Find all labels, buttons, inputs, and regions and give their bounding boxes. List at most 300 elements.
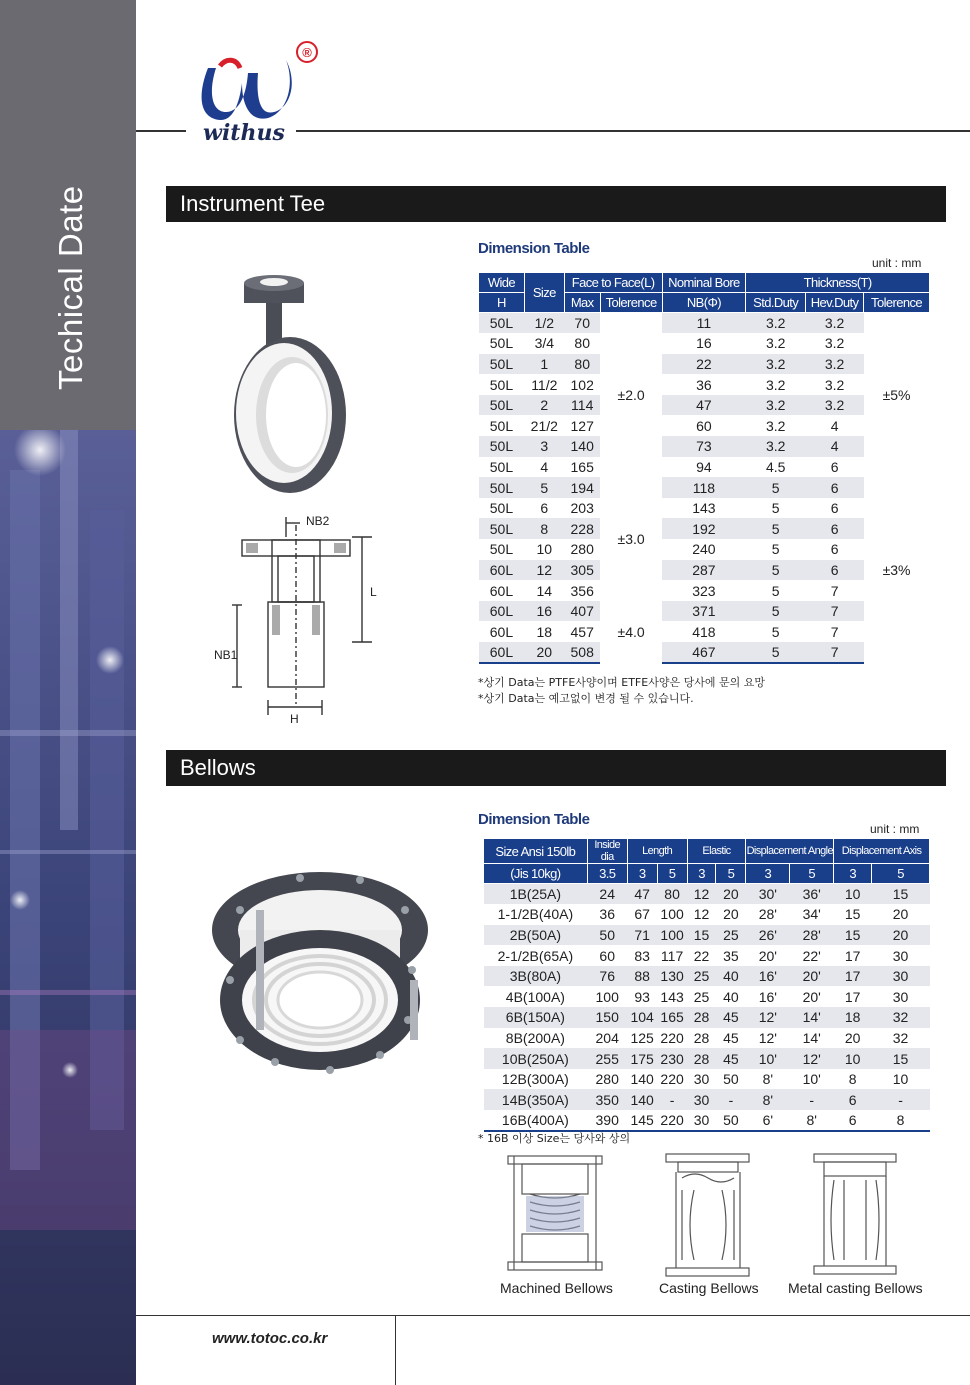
instrument-tee-image [226,275,346,495]
cell-length-5: 220 [657,1028,687,1049]
cell-length-5: 130 [657,966,687,987]
cell-size: 3/4 [524,333,564,354]
cell-axis-3: 15 [834,904,872,925]
cell-size: 6 [524,498,564,519]
cell-axis-3: 17 [834,986,872,1007]
cell-elastic-5: 50 [716,1069,746,1090]
cell-bore: 287 [662,560,746,581]
cell-hev: 6 [806,539,864,560]
cell-wide: 50L [479,457,525,478]
cell-elastic-3: 30 [687,1110,716,1131]
cell-size: 18 [524,621,564,642]
cell-axis-3: 15 [834,925,872,946]
cell-inside: 76 [587,966,627,987]
cell-std: 5 [746,601,806,622]
cell-std: 3.2 [746,395,806,416]
cell-inside: 24 [587,884,627,905]
table-row [484,1048,930,1069]
cell-length-5: 143 [657,986,687,1007]
cell-wide: 50L [479,313,525,334]
cell-max: 165 [564,457,600,478]
cell-inside: 100 [587,986,627,1007]
cell-length-5: 220 [657,1110,687,1131]
cell-size: 8 [524,518,564,539]
th-b-length-5: 5 [657,864,687,884]
cell-angle-3: 16' [746,986,790,1007]
cell-std: 4.5 [746,457,806,478]
cell-std: 5 [746,642,806,663]
cell-hev: 4 [806,436,864,457]
cell-axis-5: 15 [872,1048,930,1069]
cell-bore: 94 [662,457,746,478]
cell-size: 2B(50A) [484,925,588,946]
cell-size: 14B(350A) [484,1089,588,1110]
cell-length-5: 117 [657,945,687,966]
machined-bellows-drawing [500,1152,610,1277]
cell-angle-5: 14' [790,1007,834,1028]
cell-angle-3: 20' [746,945,790,966]
cell-axis-5: 32 [872,1007,930,1028]
cell-hev: 3.2 [806,313,864,334]
cell-wide: 60L [479,580,525,601]
cell-length-5: 230 [657,1048,687,1069]
cell-std: 5 [746,621,806,642]
cell-elastic-5: - [716,1089,746,1110]
cell-inside: 350 [587,1089,627,1110]
cell-max: 457 [564,621,600,642]
header-rule-right [296,130,970,132]
cell-size: 16B(400A) [484,1110,588,1131]
bellows-table-title: Dimension Table [478,811,590,828]
cell-inside: 60 [587,945,627,966]
cell-elastic-3: 15 [687,925,716,946]
cell-axis-5: 30 [872,966,930,987]
bellows-note: * 16B 이상 Size는 당사와 상의 [478,1132,631,1145]
cell-max: 305 [564,560,600,581]
cell-hev: 7 [806,621,864,642]
bellows-dimension-table [483,838,930,1132]
cell-length-3: 140 [627,1089,657,1110]
caption-machined-bellows: Machined Bellows [500,1280,613,1296]
cell-axis-3: 6 [834,1110,872,1131]
cell-angle-5: 36' [790,884,834,905]
cell-size: 2-1/2B(65A) [484,945,588,966]
cell-axis-5: 8 [872,1110,930,1131]
table-row [479,642,930,663]
cell-wide: 50L [479,354,525,375]
table-row [479,601,930,622]
cell-size: 3 [524,436,564,457]
cell-axis-3: 8 [834,1069,872,1090]
tee-table-title: Dimension Table [478,240,590,257]
cell-size: 4B(100A) [484,986,588,1007]
cell-max: 407 [564,601,600,622]
cell-size: 12 [524,560,564,581]
cell-wide: 60L [479,621,525,642]
cell-length-5: 220 [657,1069,687,1090]
cell-inside: 204 [587,1028,627,1049]
sidebar [0,0,136,1385]
cell-wide: 50L [479,498,525,519]
cell-size: 20 [524,642,564,663]
cell-face-tolerance: ±2.0 [600,313,662,478]
cell-length-3: 83 [627,945,657,966]
cell-axis-5: 10 [872,1069,930,1090]
cell-hev: 3.2 [806,354,864,375]
table-row [479,395,930,416]
cell-max: 127 [564,415,600,436]
cell-wide: 60L [479,560,525,581]
cell-elastic-3: 22 [687,945,716,966]
cell-wide: 50L [479,436,525,457]
th-b-elastic-3: 3 [687,864,716,884]
cell-elastic-5: 45 [716,1048,746,1069]
table-row [484,884,930,905]
cell-axis-3: 17 [834,945,872,966]
cell-std: 3.2 [746,313,806,334]
cell-elastic-5: 40 [716,966,746,987]
cell-hev: 3.2 [806,395,864,416]
cell-axis-3: 10 [834,1048,872,1069]
cell-size: 21/2 [524,415,564,436]
cell-max: 203 [564,498,600,519]
cell-max: 228 [564,518,600,539]
cell-std: 5 [746,518,806,539]
cell-length-3: 93 [627,986,657,1007]
th-face: Face to Face(L) [564,273,662,293]
bellows-unit: unit : mm [870,822,920,836]
cell-inside: 50 [587,925,627,946]
table-row [479,415,930,436]
cell-elastic-5: 20 [716,884,746,905]
cell-max: 70 [564,313,600,334]
cell-angle-5: 34' [790,904,834,925]
cell-elastic-5: 35 [716,945,746,966]
cell-elastic-3: 28 [687,1048,716,1069]
cell-hev: 7 [806,601,864,622]
cell-elastic-3: 30 [687,1089,716,1110]
cell-bore: 22 [662,354,746,375]
cell-angle-5: - [790,1089,834,1110]
cell-wide: 60L [479,601,525,622]
cell-size: 2 [524,395,564,416]
th-b-elastic-5: 5 [716,864,746,884]
tee-note-2: *상기 Data는 예고없이 변경 될 수 있습니다. [478,692,694,705]
cell-length-5: 80 [657,884,687,905]
th-wide-sub: H [479,293,525,313]
sidebar-title: Techical Date [52,185,89,390]
cell-size: 5 [524,477,564,498]
cell-size: 12B(300A) [484,1069,588,1090]
cell-inside: 36 [587,904,627,925]
cell-inside: 390 [587,1110,627,1131]
cell-size: 10B(250A) [484,1048,588,1069]
cell-axis-5: - [872,1089,930,1110]
cell-length-3: 125 [627,1028,657,1049]
cell-wide: 50L [479,518,525,539]
table-row [484,1028,930,1049]
table-row [479,436,930,457]
tee-note-1: *상기 Data는 PTFE사양이며 ETFE사양은 당사에 문의 요망 [478,676,765,689]
table-row [484,904,930,925]
table-row [484,945,930,966]
cell-size: 1/2 [524,313,564,334]
cell-inside: 150 [587,1007,627,1028]
table-row [479,374,930,395]
cell-hev: 6 [806,457,864,478]
cell-size: 10 [524,539,564,560]
cell-size: 3B(80A) [484,966,588,987]
cell-bore: 418 [662,621,746,642]
th-b-size-sub: (Jis 10kg) [484,864,588,884]
cell-bore: 192 [662,518,746,539]
cell-max: 102 [564,374,600,395]
cell-std: 5 [746,560,806,581]
cell-hev: 6 [806,560,864,581]
label-nb1: NB1 [214,648,238,662]
cell-std: 5 [746,477,806,498]
th-wide: Wide [479,273,525,293]
header-rule-left [136,130,186,132]
cell-elastic-3: 28 [687,1007,716,1028]
cell-angle-3: 6' [746,1110,790,1131]
table-row [484,1007,930,1028]
cell-axis-5: 15 [872,884,930,905]
cell-hev: 3.2 [806,333,864,354]
cell-hev: 6 [806,498,864,519]
th-tol: Tolerence [600,293,662,313]
table-row [484,986,930,1007]
cell-angle-3: 10' [746,1048,790,1069]
section-title-bellows: Bellows [180,755,256,780]
cell-angle-5: 28' [790,925,834,946]
cell-wide: 60L [479,642,525,663]
cell-length-3: 88 [627,966,657,987]
cell-angle-3: 12' [746,1028,790,1049]
cell-bore: 143 [662,498,746,519]
cell-angle-3: 8' [746,1069,790,1090]
label-h: H [290,712,299,725]
cell-elastic-5: 45 [716,1028,746,1049]
table-row [479,477,930,498]
caption-casting-bellows: Casting Bellows [659,1280,759,1296]
table-row [479,518,930,539]
cell-std: 5 [746,498,806,519]
cell-max: 280 [564,539,600,560]
cell-length-3: 175 [627,1048,657,1069]
brand-name: withus [203,120,285,146]
table-row [484,1110,930,1131]
cell-max: 140 [564,436,600,457]
cell-hev: 4 [806,415,864,436]
footer-divider [395,1315,396,1385]
cell-size: 1-1/2B(40A) [484,904,588,925]
footer-website-link[interactable]: www.totoc.co.kr [212,1330,328,1347]
th-b-inside-sub: 3.5 [587,864,627,884]
cell-length-3: 47 [627,884,657,905]
cell-std: 3.2 [746,354,806,375]
cell-axis-5: 20 [872,925,930,946]
cell-max: 114 [564,395,600,416]
table-row [479,333,930,354]
cell-axis-3: 17 [834,966,872,987]
cell-size: 1B(25A) [484,884,588,905]
cell-axis-5: 32 [872,1028,930,1049]
cell-length-3: 140 [627,1069,657,1090]
cell-face-tolerance: ±4.0 [600,601,662,663]
cell-std: 3.2 [746,333,806,354]
cell-size: 16 [524,601,564,622]
th-b-angle: Displacement Angle [746,839,834,864]
table-row [479,457,930,478]
table-row [484,925,930,946]
cell-std: 3.2 [746,415,806,436]
cell-angle-3: 8' [746,1089,790,1110]
cell-max: 508 [564,642,600,663]
cell-bore: 16 [662,333,746,354]
th-b-length-3: 3 [627,864,657,884]
th-ttol: Tolerence [864,293,930,313]
cell-std: 3.2 [746,436,806,457]
table-row [484,966,930,987]
cell-std: 5 [746,580,806,601]
table-row [479,354,930,375]
cell-elastic-5: 25 [716,925,746,946]
instrument-tee-drawing [210,505,400,725]
table-row [479,498,930,519]
th-thick: Thickness(T) [746,273,930,293]
cell-elastic-3: 25 [687,986,716,1007]
cell-length-3: 145 [627,1110,657,1131]
cell-angle-3: 26' [746,925,790,946]
cell-max: 80 [564,354,600,375]
cell-bore: 118 [662,477,746,498]
cell-bore: 371 [662,601,746,622]
table-row [479,560,930,581]
cell-max: 194 [564,477,600,498]
th-b-elastic: Elastic [687,839,746,864]
th-b-axis-5: 5 [872,864,930,884]
cell-elastic-5: 50 [716,1110,746,1131]
cell-length-3: 67 [627,904,657,925]
cell-bore: 11 [662,313,746,334]
section-bar-bellows [166,750,946,786]
industrial-plant-image [0,430,136,1385]
table-row [479,313,930,334]
cell-hev: 6 [806,518,864,539]
th-b-angle-5: 5 [790,864,834,884]
table-row [479,621,930,642]
cell-wide: 50L [479,539,525,560]
cell-bore: 60 [662,415,746,436]
th-b-axis: Displacement Axis [834,839,930,864]
cell-axis-3: 18 [834,1007,872,1028]
footer-rule [136,1315,970,1316]
cell-bore: 240 [662,539,746,560]
table-row [479,580,930,601]
tee-unit: unit : mm [872,256,922,270]
th-hev: Hev.Duty [806,293,864,313]
th-b-length: Length [627,839,687,864]
cell-elastic-3: 25 [687,966,716,987]
th-b-inside: Inside dia [587,839,627,864]
metal-casting-bellows-drawing [810,1150,900,1278]
th-b-angle-3: 3 [746,864,790,884]
cell-thick-tolerance: ±5% [864,313,930,478]
cell-axis-5: 30 [872,945,930,966]
cell-inside: 255 [587,1048,627,1069]
cell-size: 8B(200A) [484,1028,588,1049]
cell-hev: 7 [806,580,864,601]
registered-mark: ® [302,45,312,60]
cell-axis-3: 6 [834,1089,872,1110]
cell-angle-3: 12' [746,1007,790,1028]
cell-wide: 50L [479,374,525,395]
tee-dimension-table [478,272,930,664]
cell-axis-5: 30 [872,986,930,1007]
cell-length-3: 104 [627,1007,657,1028]
section-title-tee: Instrument Tee [180,191,326,216]
cell-hev: 3.2 [806,374,864,395]
cell-bore: 323 [662,580,746,601]
cell-bore: 47 [662,395,746,416]
cell-elastic-3: 28 [687,1028,716,1049]
cell-bore: 467 [662,642,746,663]
cell-inside: 280 [587,1069,627,1090]
cell-std: 5 [746,539,806,560]
cell-length-5: - [657,1089,687,1110]
cell-bore: 73 [662,436,746,457]
cell-elastic-5: 40 [716,986,746,1007]
cell-max: 80 [564,333,600,354]
table-row [484,1069,930,1090]
th-b-axis-3: 3 [834,864,872,884]
th-std: Std.Duty [746,293,806,313]
cell-elastic-3: 12 [687,904,716,925]
cell-elastic-5: 45 [716,1007,746,1028]
cell-hev: 6 [806,477,864,498]
cell-angle-3: 28' [746,904,790,925]
cell-axis-3: 10 [834,884,872,905]
casting-bellows-drawing [660,1150,755,1278]
cell-elastic-3: 30 [687,1069,716,1090]
th-bore-sub: NB(Φ) [662,293,746,313]
cell-wide: 50L [479,415,525,436]
label-l: L [370,585,377,599]
cell-face-tolerance: ±3.0 [600,477,662,601]
cell-angle-5: 20' [790,966,834,987]
cell-wide: 50L [479,395,525,416]
cell-size: 4 [524,457,564,478]
cell-hev: 7 [806,642,864,663]
cell-angle-5: 10' [790,1069,834,1090]
th-bore: Nominal Bore [662,273,746,293]
cell-elastic-3: 12 [687,884,716,905]
cell-bore: 36 [662,374,746,395]
cell-angle-5: 8' [790,1110,834,1131]
cell-length-5: 100 [657,904,687,925]
cell-wide: 50L [479,477,525,498]
label-nb2: NB2 [306,514,330,528]
cell-max: 356 [564,580,600,601]
cell-elastic-5: 20 [716,904,746,925]
cell-size: 14 [524,580,564,601]
table-row [479,539,930,560]
cell-length-5: 100 [657,925,687,946]
caption-metal-casting-bellows: Metal casting Bellows [788,1280,923,1296]
section-bar-tee [166,186,946,222]
cell-std: 3.2 [746,374,806,395]
